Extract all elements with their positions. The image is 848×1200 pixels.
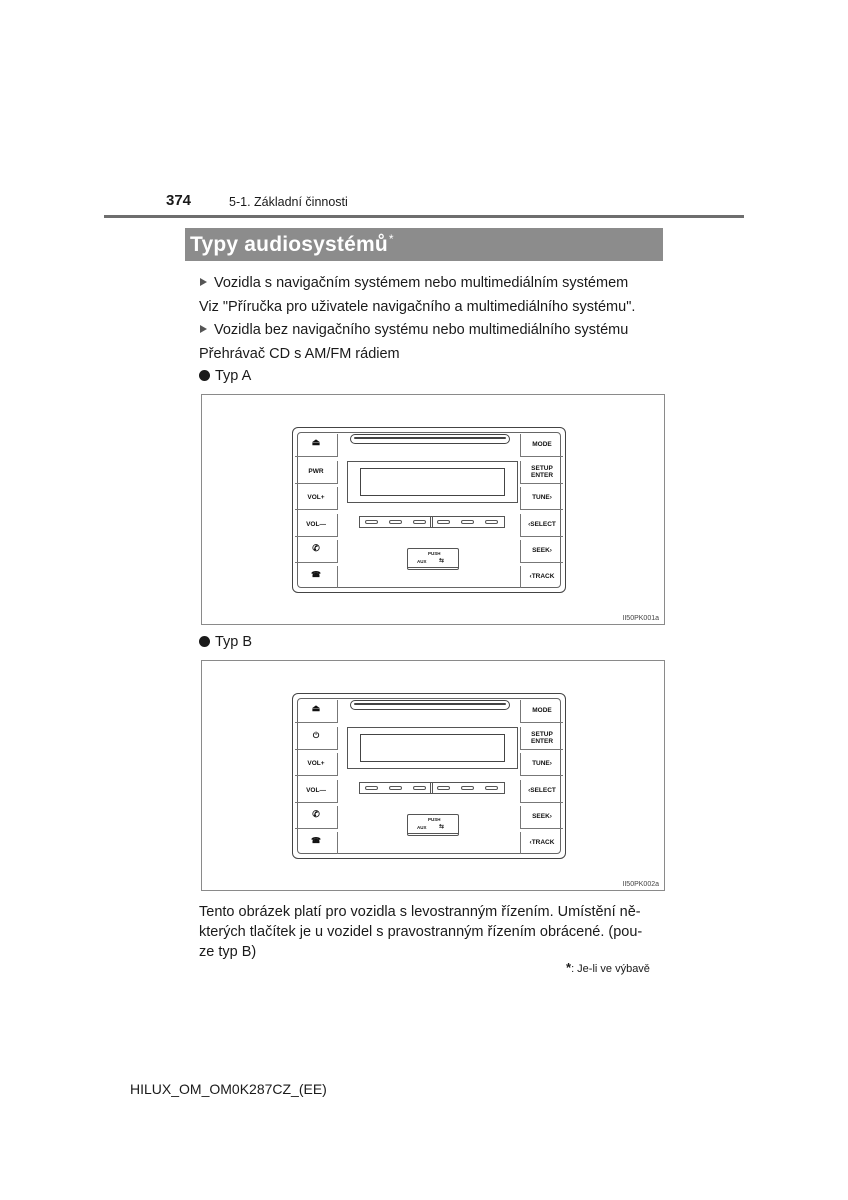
usb-icon: ⇆ bbox=[439, 824, 445, 830]
phone-button bbox=[295, 540, 338, 563]
figure-id: II50PK001a bbox=[622, 615, 659, 622]
audio-unit-b bbox=[292, 693, 566, 859]
select-button: ‹SELECT bbox=[520, 780, 563, 803]
section-title: 5-1. Základní činnosti bbox=[229, 195, 348, 209]
title-asterisk: * bbox=[388, 232, 394, 246]
push-label: PUSH bbox=[428, 817, 441, 822]
enter-label: ENTER bbox=[530, 738, 554, 745]
hangup-button bbox=[295, 566, 338, 588]
circle-bullet-icon bbox=[199, 370, 210, 381]
aux-usb-port bbox=[407, 548, 459, 570]
type-a-label bbox=[199, 368, 251, 384]
enter-label: ENTER bbox=[530, 472, 554, 479]
tune-button: TUNE› bbox=[520, 753, 563, 776]
document-code: HILUX_OM_OM0K287CZ_(EE) bbox=[130, 1081, 327, 1097]
type-b-text: Typ B bbox=[215, 634, 253, 650]
figure-type-b bbox=[201, 660, 665, 891]
seek-button: SEEK› bbox=[520, 540, 563, 563]
title-text: Typy audiosystémů bbox=[190, 233, 388, 256]
nav-reference: Viz "Příručka pro uživatele navigačního a multimediálního systému". bbox=[199, 299, 636, 315]
phone-icon: ✆ bbox=[312, 543, 320, 553]
preset-buttons bbox=[359, 516, 505, 528]
mode-label: MODE bbox=[532, 707, 552, 714]
mode-label: MODE bbox=[532, 441, 552, 448]
aux-label: AUX bbox=[417, 559, 427, 564]
setup-enter-button bbox=[520, 727, 563, 750]
aux-label: AUX bbox=[417, 825, 427, 830]
bullet-no-nav bbox=[200, 322, 628, 338]
note-line-2: kterých tlačítek je u vozidel s pravostranným řízením obrácené. (pou- bbox=[199, 924, 643, 940]
vol-down-label: VOL bbox=[306, 521, 320, 528]
aux-usb-port bbox=[407, 814, 459, 836]
vol-down-button: VOL— bbox=[295, 780, 338, 803]
phone-icon: ✆ bbox=[312, 809, 320, 819]
circle-bullet-icon bbox=[199, 636, 210, 647]
display bbox=[347, 727, 518, 769]
cd-slot bbox=[350, 700, 510, 710]
seek-button: SEEK› bbox=[520, 806, 563, 829]
type-a-text: Typ A bbox=[215, 368, 252, 384]
bullet-nav-text: Vozidla s navigačním systémem nebo multimediálním systémem bbox=[214, 275, 629, 291]
vol-up-button: VOL+ bbox=[295, 753, 338, 776]
setup-label: SETUP bbox=[531, 731, 553, 738]
note-line-1: Tento obrázek platí pro vozidla s levostranným řízením. Umístění ně- bbox=[199, 904, 641, 920]
cd-slot bbox=[350, 434, 510, 444]
vol-up-label: VOL bbox=[307, 760, 321, 767]
track-button: ‹TRACK bbox=[520, 832, 563, 854]
figure-id: II50PK002a bbox=[622, 881, 659, 888]
setup-enter-button bbox=[520, 461, 563, 484]
vol-down-button: VOL— bbox=[295, 514, 338, 537]
vol-up-label: VOL bbox=[307, 494, 321, 501]
page-number: 374 bbox=[166, 192, 192, 209]
figure-type-a bbox=[201, 394, 665, 625]
footnote-text: : Je-li ve výbavě bbox=[571, 963, 650, 975]
select-label: SELECT bbox=[530, 787, 556, 794]
tune-button: TUNE› bbox=[520, 487, 563, 510]
usb-icon: ⇆ bbox=[439, 558, 445, 564]
track-label: TRACK bbox=[531, 839, 555, 846]
hangup-button bbox=[295, 832, 338, 854]
track-button: ‹TRACK bbox=[520, 566, 563, 588]
seek-label: SEEK bbox=[532, 813, 550, 820]
bullet-nav bbox=[200, 275, 628, 291]
eject-icon: ⏏ bbox=[311, 703, 321, 713]
select-label: SELECT bbox=[530, 521, 556, 528]
audio-unit-a bbox=[292, 427, 566, 593]
hangup-icon: ☎ bbox=[311, 836, 321, 845]
eject-icon: ⏏ bbox=[311, 437, 321, 447]
mode-button bbox=[520, 434, 563, 457]
display-screen bbox=[360, 468, 505, 496]
type-b-label bbox=[199, 634, 252, 650]
display bbox=[347, 461, 518, 503]
power-button bbox=[295, 727, 338, 750]
seek-label: SEEK bbox=[532, 547, 550, 554]
hangup-icon: ☎ bbox=[311, 570, 321, 579]
push-label: PUSH bbox=[428, 551, 441, 556]
tune-label: TUNE bbox=[532, 494, 550, 501]
mode-button bbox=[520, 700, 563, 723]
vol-up-button: VOL+ bbox=[295, 487, 338, 510]
note-line-3: ze typ B) bbox=[199, 944, 257, 960]
footnote bbox=[566, 960, 650, 975]
track-label: TRACK bbox=[531, 573, 555, 580]
page-title bbox=[190, 233, 394, 257]
eject-button bbox=[295, 700, 338, 723]
bullet-no-nav-text: Vozidla bez navigačního systému nebo multimediálního systému bbox=[214, 322, 629, 338]
vol-down-label: VOL bbox=[306, 787, 320, 794]
display-screen bbox=[360, 734, 505, 762]
triangle-bullet-icon bbox=[200, 325, 207, 333]
select-button: ‹SELECT bbox=[520, 514, 563, 537]
eject-button bbox=[295, 434, 338, 457]
preset-buttons bbox=[359, 782, 505, 794]
footnote-asterisk: * bbox=[566, 960, 572, 975]
power-button bbox=[295, 461, 338, 484]
cd-player-label: Přehrávač CD s AM/FM rádiem bbox=[199, 346, 400, 362]
title-bar bbox=[185, 228, 663, 261]
tune-label: TUNE bbox=[532, 760, 550, 767]
setup-label: SETUP bbox=[531, 465, 553, 472]
triangle-bullet-icon bbox=[200, 278, 207, 286]
power-label: PWR bbox=[308, 468, 324, 475]
header-rule bbox=[104, 215, 744, 218]
power-icon: ⏻ bbox=[312, 731, 320, 740]
phone-button bbox=[295, 806, 338, 829]
